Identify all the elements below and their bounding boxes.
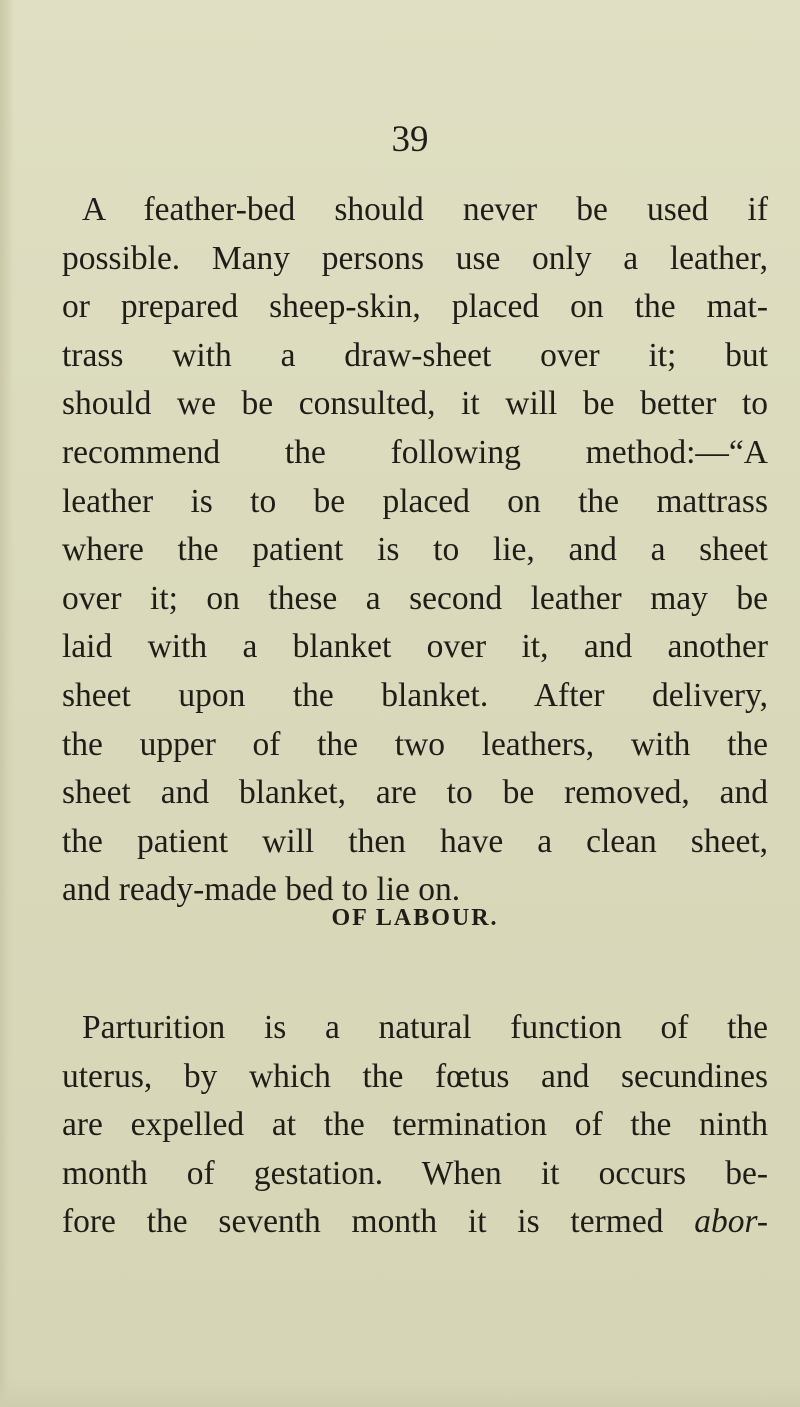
- page-number: 39: [391, 119, 429, 160]
- text-line: where the patient is to lie, and a sheet: [62, 531, 768, 569]
- text-line-final: [62, 1198, 768, 1247]
- text-line: month of gestation. When it occurs be-: [62, 1154, 768, 1192]
- text-line: sheet and blanket, are to be removed, and: [62, 774, 768, 812]
- text-line: laid with a blanket over it, and another: [62, 628, 768, 666]
- text-line: should we be consulted, it will be better to: [62, 385, 768, 423]
- italic-word: abor-: [694, 1203, 768, 1241]
- text-line: and ready-made bed to lie on.: [62, 871, 461, 909]
- page-edge-shadow: [0, 0, 14, 1407]
- text-line: over it; on these a second leather may be: [62, 579, 768, 617]
- text-line: uterus, by which the fœtus and secundines: [62, 1057, 768, 1095]
- text-line: A feather-bed should never be used if: [82, 191, 768, 228]
- text-line: trass with a draw-sheet over it; but: [62, 336, 768, 374]
- paragraph-bedding: [62, 186, 768, 915]
- text-line: are expelled at the termination of the ninth: [62, 1106, 768, 1144]
- text-line: recommend the following method:—“A: [62, 433, 768, 471]
- text-line: Parturition is a natural function of the: [82, 1009, 768, 1046]
- text-line: sheet upon the blanket. After delivery,: [62, 676, 768, 714]
- page-bottom-shadow: [0, 1377, 800, 1407]
- text-line: or prepared sheep-skin, placed on the mat-: [62, 288, 768, 326]
- text-line: possible. Many persons use only a leather,: [62, 239, 768, 277]
- text-line-body: fore the seventh month it is termed: [62, 1203, 664, 1241]
- section-heading: OF LABOUR.: [331, 905, 499, 931]
- text-line: leather is to be placed on the mattrass: [62, 482, 768, 520]
- text-line: the patient will then have a clean sheet,: [62, 822, 768, 860]
- paragraph-parturition: [62, 1004, 768, 1247]
- text-line: the upper of the two leathers, with the: [62, 725, 768, 763]
